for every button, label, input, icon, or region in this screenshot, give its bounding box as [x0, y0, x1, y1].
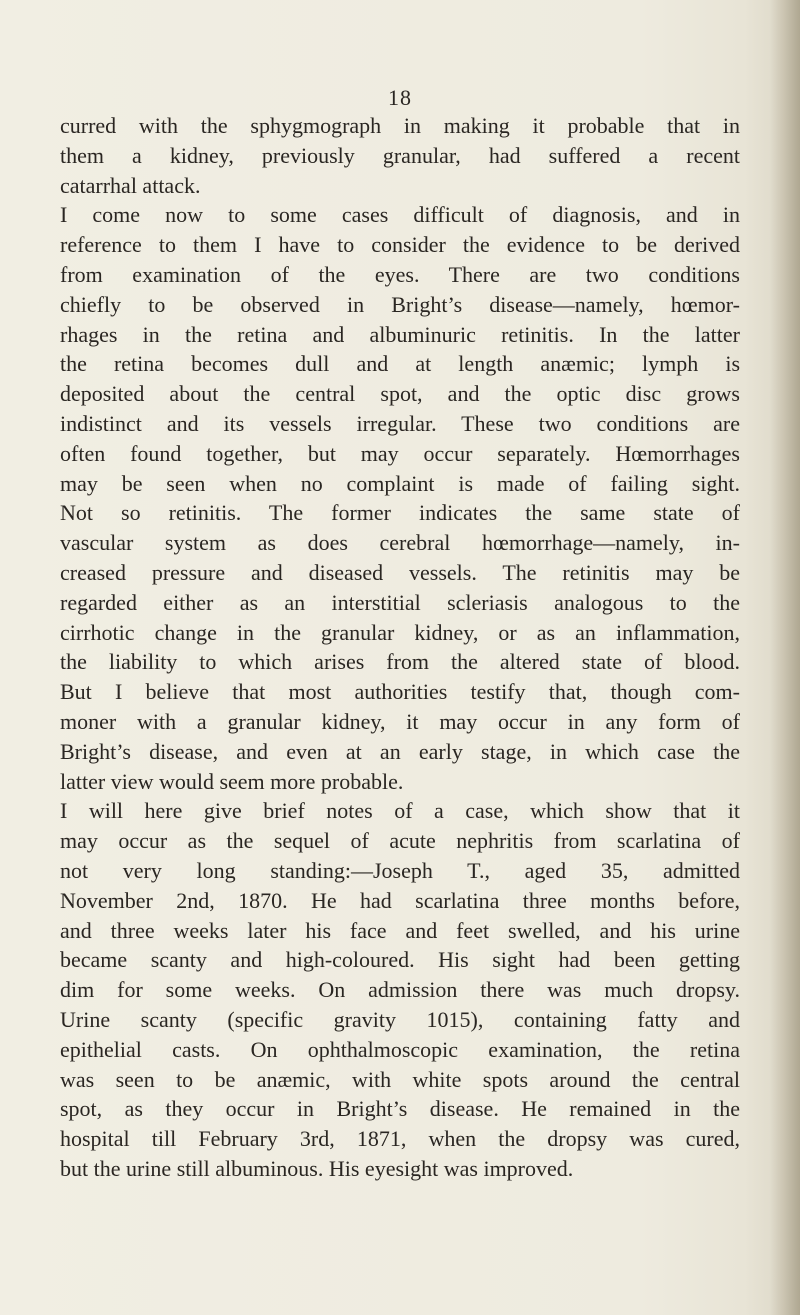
text-line: not very long standing:—Joseph T., aged 35, admitted — [60, 857, 740, 883]
text-line: and three weeks later his face and feet swelled, and his urine — [60, 917, 740, 943]
text-line: Not so retinitis. The former indicates the same state of — [60, 500, 740, 526]
text-line: latter view would seem more probable. — [60, 768, 404, 794]
text-line: may occur as the sequel of acute nephritis from scarlatina of — [60, 828, 740, 854]
text-line: was seen to be anæmic, with white spots around the central — [60, 1066, 740, 1092]
text-line: became scanty and high-coloured. His sight had been getting — [60, 947, 740, 973]
text-line: curred with the sphygmograph in making it probable that in — [60, 113, 740, 138]
text-line: But I believe that most authorities testify that, though com- — [60, 679, 740, 705]
text-line: deposited about the central spot, and the optic disc grows — [60, 381, 740, 407]
text-line: vascular system as does cerebral hœmorrhage—namely, in- — [60, 530, 740, 556]
text-line: Bright’s disease, and even at an early stage, in which case the — [60, 738, 740, 764]
text-line: chiefly to be observed in Bright’s disease—namely, hœmor- — [60, 291, 740, 317]
text-line: hospital till February 3rd, 1871, when the dropsy was cured, — [60, 1126, 740, 1152]
text-line: I will here give brief notes of a case, which show that it — [60, 798, 740, 824]
text-line: regarded either as an interstitial scleriasis analogous to the — [60, 589, 740, 615]
text-line: indistinct and its vessels irregular. These two conditions are — [60, 410, 740, 436]
text-line: epithelial casts. On ophthalmoscopic examination, the retina — [60, 1036, 740, 1062]
text-line: the liability to which arises from the altered state of blood. — [60, 649, 740, 675]
text-line: Urine scanty (specific gravity 1015), containing fatty and — [60, 1006, 740, 1032]
text-line: rhages in the retina and albuminuric retinitis. In the latter — [60, 321, 740, 347]
text-line: them a kidney, previously granular, had suffered a recent — [60, 142, 740, 168]
text-line: reference to them I have to consider the evidence to be derived — [60, 232, 740, 258]
text-line: creased pressure and diseased vessels. The retinitis may be — [60, 559, 740, 585]
text-line: may be seen when no complaint is made of failing sight. — [60, 470, 740, 496]
text-line: the retina becomes dull and at length anæmic; lymph is — [60, 351, 740, 377]
text-line: but the urine still albuminous. His eyesight was improved. — [60, 1155, 574, 1181]
text-line: dim for some weeks. On admission there was much dropsy. — [60, 977, 740, 1003]
text-line: cirrhotic change in the granular kidney, or as an inflammation, — [60, 619, 740, 645]
body-text — [60, 111, 740, 1184]
text-line: moner with a granular kidney, it may occur in any form of — [60, 708, 740, 734]
text-line: from examination of the eyes. There are two conditions — [60, 261, 740, 287]
page-edge-shadow — [770, 0, 800, 1315]
text-line: November 2nd, 1870. He had scarlatina three months before, — [60, 887, 740, 913]
text-line: spot, as they occur in Bright’s disease. He remained in the — [60, 1096, 740, 1122]
text-line: catarrhal attack. — [60, 172, 201, 198]
text-line: often found together, but may occur separately. Hœmorrhages — [60, 440, 740, 466]
page-number: 18 — [388, 85, 412, 110]
text-line: I come now to some cases difficult of diagnosis, and in — [60, 202, 740, 228]
